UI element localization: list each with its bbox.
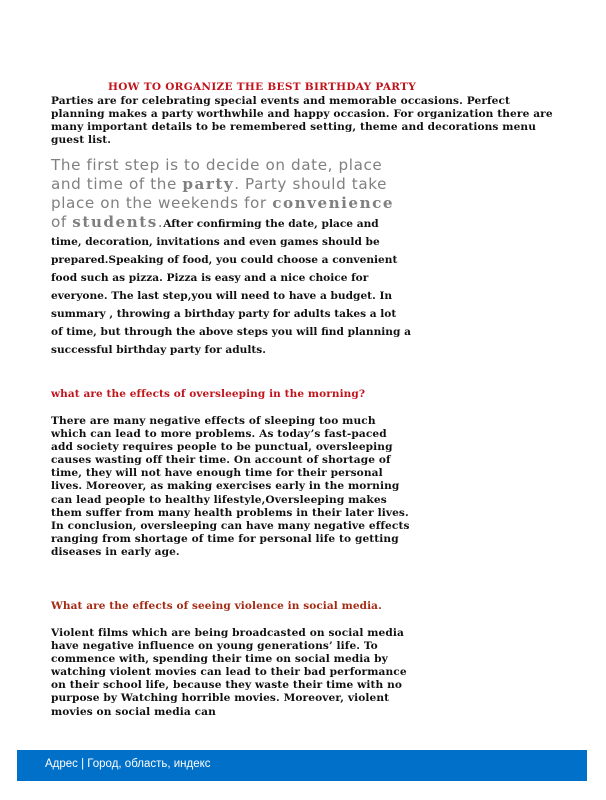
oversleeping-paragraph: There are many negative effects of sleeping too much which can lead to more problems. As today’s fast-paced add society requires people to be punctual, oversleeping causes wasting off their time. On account of shortage of time, they will not have enough time for their personal lives. Moreover, as making exercises early in the morning can lead people to healthy lifestyle,Oversleeping makes them suffer from many health problems in their later lives. In conclusion, oversleeping can have many negative effects ranging from shortage of time for personal life to getting diseases in early age. [51,415,410,558]
step-keyword-students: students [72,213,158,231]
intro-paragraph: Parties are for celebrating special events and memorable occasions. Perfect planning makes a party worthwhile and happy occasion. For organization there are many important details to be remembered setting, theme and decorations menu guest list. [51,95,553,146]
step-text-part4: . [157,213,164,231]
oversleeping-heading: what are the effects of oversleeping in the morning? [51,388,366,400]
violence-paragraph: Violent films which are being broadcasted on social media have negative influence on young generations’ life. To commence with, spending their time on social media by watching violent movies can lead to their bad performance on their school life, because they waste their time with no purpose by Watching horrible movies. Moreover, violent movies on social media can [51,627,407,718]
document-title: HOW TO ORGANIZE THE BEST BIRTHDAY PARTY [108,81,417,93]
footer-address-text[interactable]: Адрес | Город, область, индекс [45,758,211,770]
step-text-part1: The first step is to decide on date, place and time of the [51,156,383,193]
step-text-part2: . Party should take place on the weekends for [51,175,388,212]
footer-address-bar [17,750,587,781]
first-step-paragraph [51,156,411,358]
violence-heading: What are the effects of seeing violence in social media. [51,600,382,612]
step-keyword-party: party [182,175,235,193]
step-text-part3: of [51,213,73,231]
step-keyword-convenience: convenience [272,194,395,212]
step-body-text: After confirming the date, place and time, decoration, invitations and even games should be prepared.Speaking of food, you could choose a convenient food such as pizza. Pizza is easy and a nice choice for everyone. The last step,you will need to have a budget. In summary , throwing a birthday party for adults takes a lot of time, but through the above steps you will find planning a successful birthday party for adults. [51,218,411,356]
